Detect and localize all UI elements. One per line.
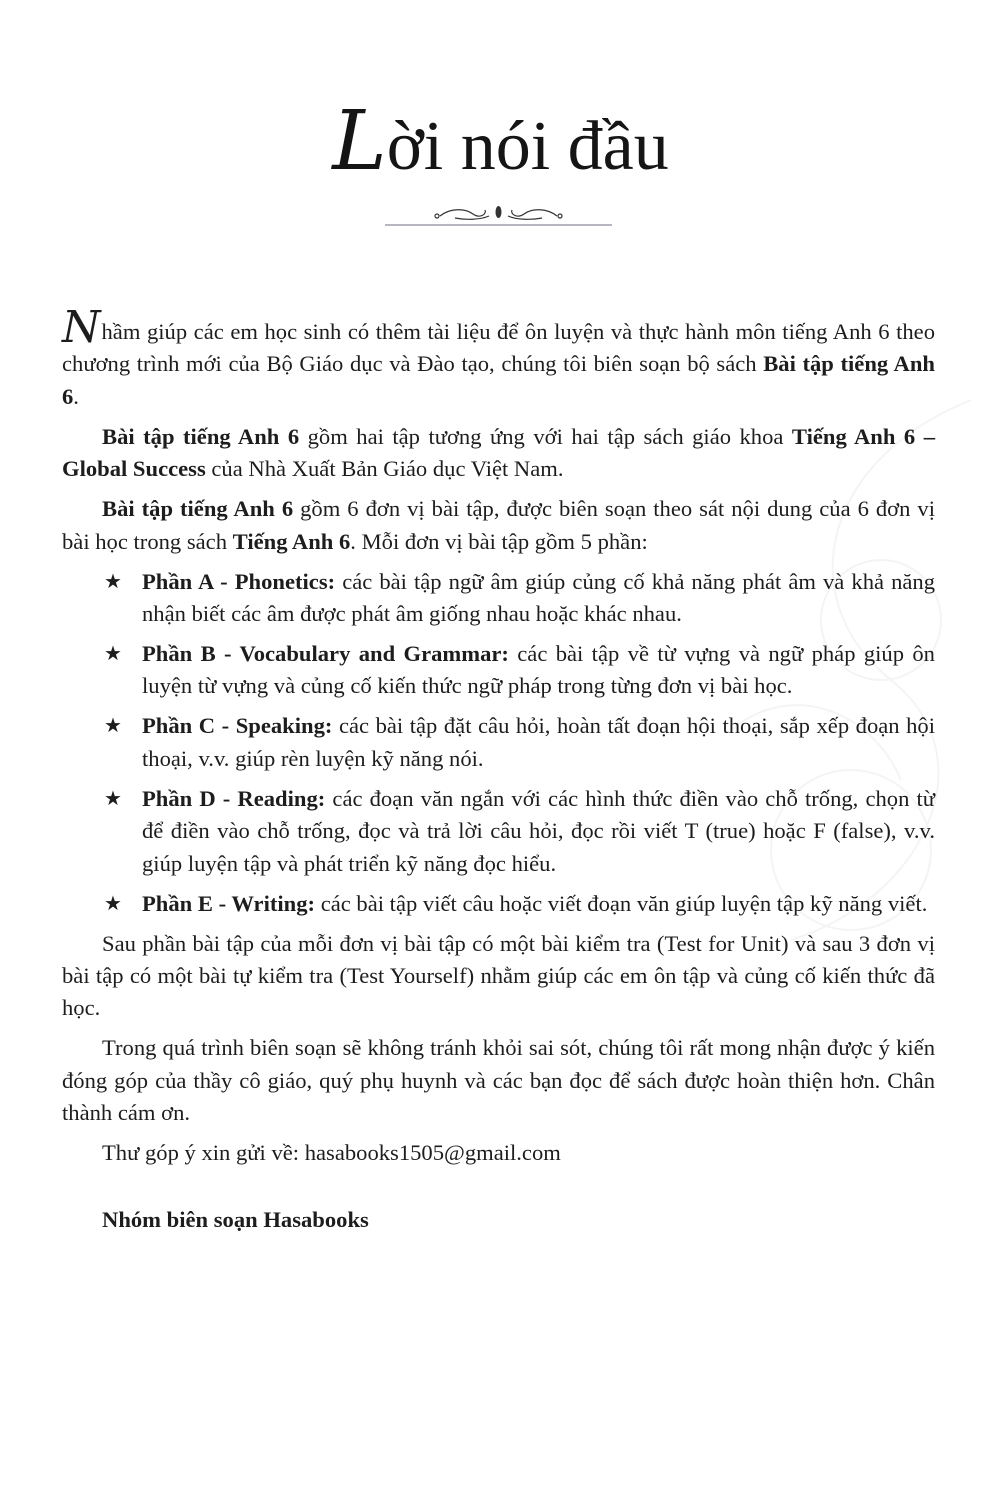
list-item: [62, 783, 935, 880]
list-item: [62, 566, 935, 631]
star-icon: ★: [104, 570, 122, 593]
section-description: các bài tập viết câu hoặc viết đoạn văn giúp luyện tập kỹ năng viết.: [315, 890, 928, 916]
title-initial: L: [332, 94, 387, 189]
paragraph-text: .: [73, 383, 79, 409]
book-title: Bài tập tiếng Anh 6: [62, 351, 936, 409]
section-description: các bài tập về từ vựng và ngữ pháp giúp ôn luyện từ vựng và củng cố kiến thức ngữ pháp trong từng đơn vị bài học.: [142, 641, 935, 699]
list-item: [62, 710, 935, 775]
paragraph-text: hầm giúp các em học sinh có thêm tài liệu để ôn luyện và thực hành môn tiếng Anh 6 theo chương trình mới của Bộ Giáo dục và Đào tạo, chúng tôi biên soạn bộ sách: [62, 319, 935, 377]
drop-cap: N: [62, 302, 101, 353]
section-label: Phần D - Reading:: [142, 785, 326, 811]
list-item: [62, 888, 935, 920]
sections-list: [62, 566, 935, 920]
star-icon: ★: [104, 787, 122, 810]
paragraph-text: gồm 6 đơn vị bài tập, được biên soạn theo sát nội dung của 6 đơn vị bài học trong sách: [62, 496, 935, 554]
section-label: Phần A - Phonetics:: [142, 568, 336, 594]
section-description: các đoạn văn ngắn với các hình thức điền vào chỗ trống, chọn từ để điền vào chỗ trống, đọc và trả lời câu hỏi, đọc rồi viết T (true) hoặc F (false), v.v. giúp luyện tập và phát triển kỹ năng đọc hiểu.: [142, 785, 936, 876]
volumes-paragraph: [62, 421, 935, 486]
tests-paragraph: Sau phần bài tập của mỗi đơn vị bài tập có một bài kiểm tra (Test for Unit) và sau 3 đơn vị bài tập có một bài tự kiểm tra (Test Yourself) nhằm giúp các em ôn tập và củng cố kiến thức đã học.: [62, 930, 935, 1021]
star-icon: ★: [104, 643, 122, 666]
signature: [62, 1204, 935, 1236]
book-title: Bài tập tiếng Anh 6: [102, 496, 294, 522]
paragraph-text: . Mỗi đơn vị bài tập gồm 5 phần:: [350, 528, 648, 554]
page-title: [0, 92, 1001, 197]
star-icon: ★: [104, 715, 122, 738]
section-description: các bài tập ngữ âm giúp củng cố khả năng phát âm và khả năng nhận biết các âm được phát âm giống nhau hoặc khác nhau.: [142, 568, 935, 627]
signature-text: Nhóm biên soạn Hasabooks: [102, 1206, 369, 1232]
star-icon: ★: [104, 892, 122, 915]
preface-body: [62, 302, 936, 1244]
section-label: Phần C - Speaking:: [142, 713, 333, 739]
paragraph-text: gồm hai tập tương ứng với hai tập sách giáo khoa: [299, 423, 792, 449]
textbook-title: Tiếng Anh 6 – Global Success: [62, 423, 935, 482]
textbook-title: Tiếng Anh 6: [232, 528, 351, 554]
section-label: Phần B - Vocabulary and Grammar:: [142, 641, 509, 667]
units-paragraph: [62, 493, 935, 558]
title-rest: ời nói đầu: [386, 108, 669, 185]
email-line: Thư góp ý xin gửi về: hasabooks1505@gmail.com: [102, 1140, 561, 1166]
paragraph-text: của Nhà Xuất Bản Giáo dục Việt Nam.: [205, 456, 564, 482]
book-title: Bài tập tiếng Anh 6: [102, 423, 300, 449]
feedback-paragraph: Trong quá trình biên soạn sẽ không tránh khỏi sai sót, chúng tôi rất mong nhận được ý kiến đóng góp của thầy cô giáo, quý phụ huynh và các bạn đọc để sách được hoàn thiện hơn. Chân thành cám ơn.: [62, 1035, 935, 1126]
intro-paragraph: [62, 302, 936, 413]
ornament-divider-icon: [385, 198, 612, 230]
section-label: Phần E - Writing:: [142, 890, 316, 916]
section-description: các bài tập đặt câu hỏi, hoàn tất đoạn hội thoại, sắp xếp đoạn hội thoại, v.v. giúp rèn luyện kỹ năng nói.: [142, 713, 936, 771]
list-item: [62, 638, 935, 703]
